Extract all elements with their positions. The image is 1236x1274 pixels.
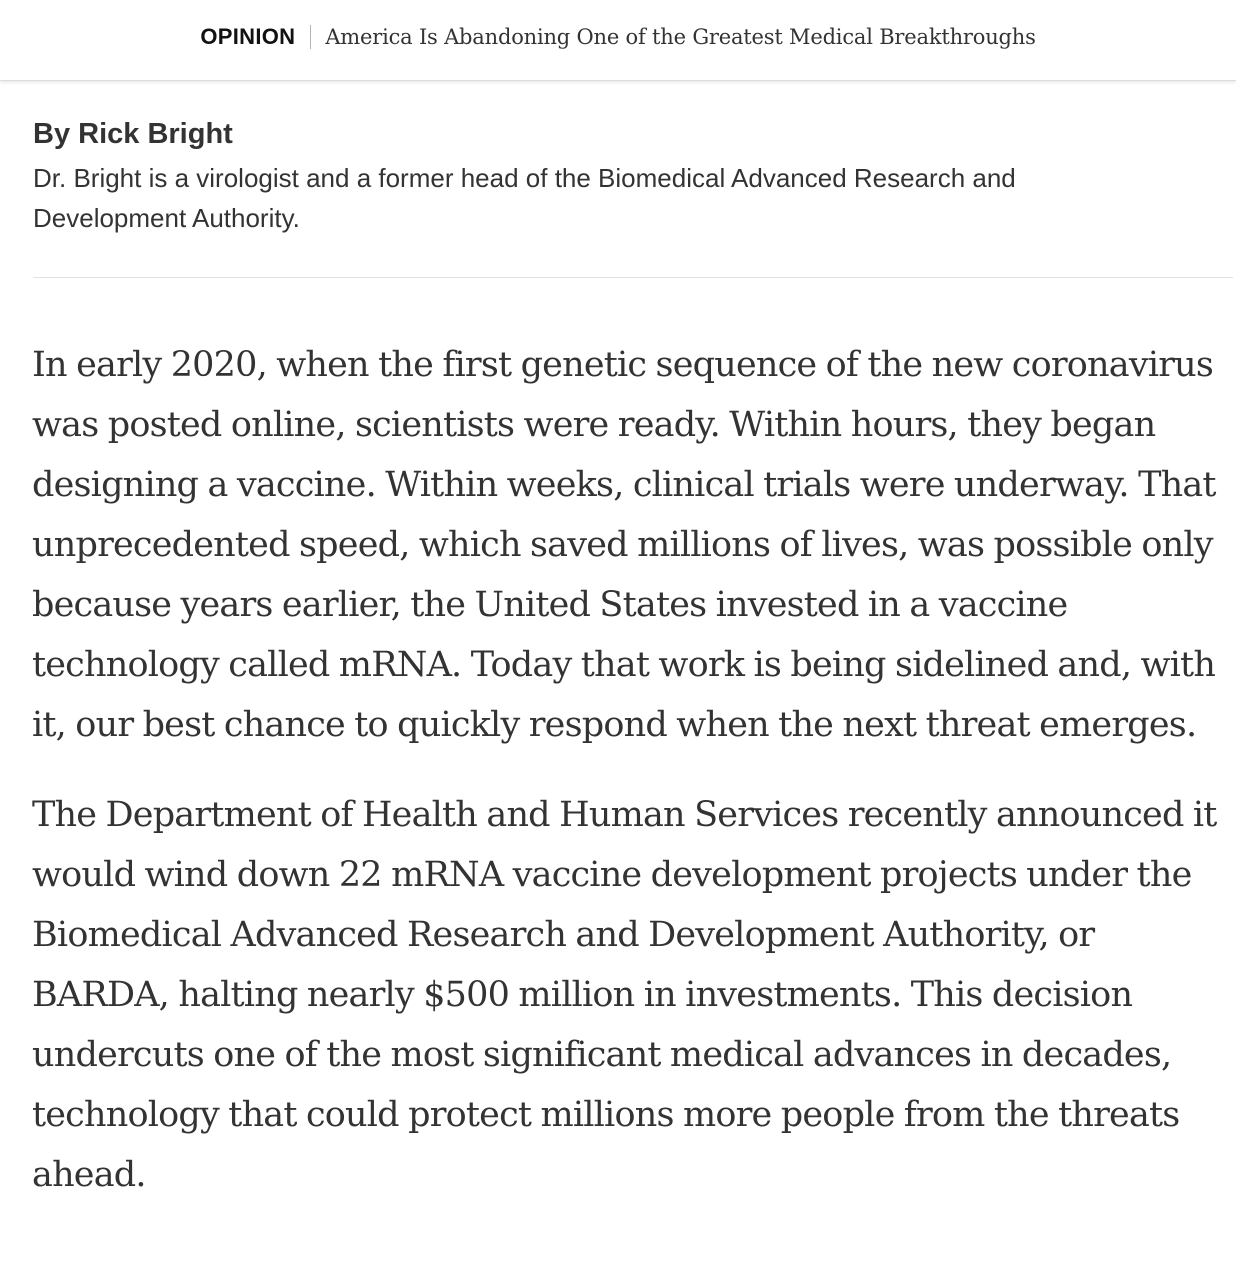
article-paragraph: The Department of Health and Human Services recently announced it would wind down 22 mRNA vaccine development projects under the Biomedical Advanced Research and Development Authority, or BARDA, halting nearly $500 million in investments. This decision undercuts one of the most significant medical advances in decades, technology that could protect millions more people from the threats ahead. [32,795,1217,1195]
header-bar-content [0,24,1236,64]
sticky-header [0,0,1236,81]
article-headline: America Is Abandoning One of the Greatest Medical Breakthroughs [325,25,1036,49]
byline-block [33,112,1213,238]
section-label-link[interactable]: OPINION [200,24,296,49]
author-byline[interactable]: By Rick Bright [33,118,233,150]
header-separator [310,25,311,49]
section-divider [33,277,1233,278]
article-body [32,335,1236,1235]
article-paragraph: In early 2020, when the first genetic sequence of the new coronavirus was posted online, scientists were ready. Within hours, they began designing a vaccine. Within weeks, clinical trials were underway. That unprecedented speed, which saved millions of lives, was possible only because years earlier, the United States invested in a vaccine technology called mRNA. Today that work is being sidelined and, with it, our best chance to quickly respond when the next threat emerges. [32,345,1216,745]
author-bio: Dr. Bright is a virologist and a former head of the Biomedical Advanced Research and Development Authority. [33,163,1016,233]
